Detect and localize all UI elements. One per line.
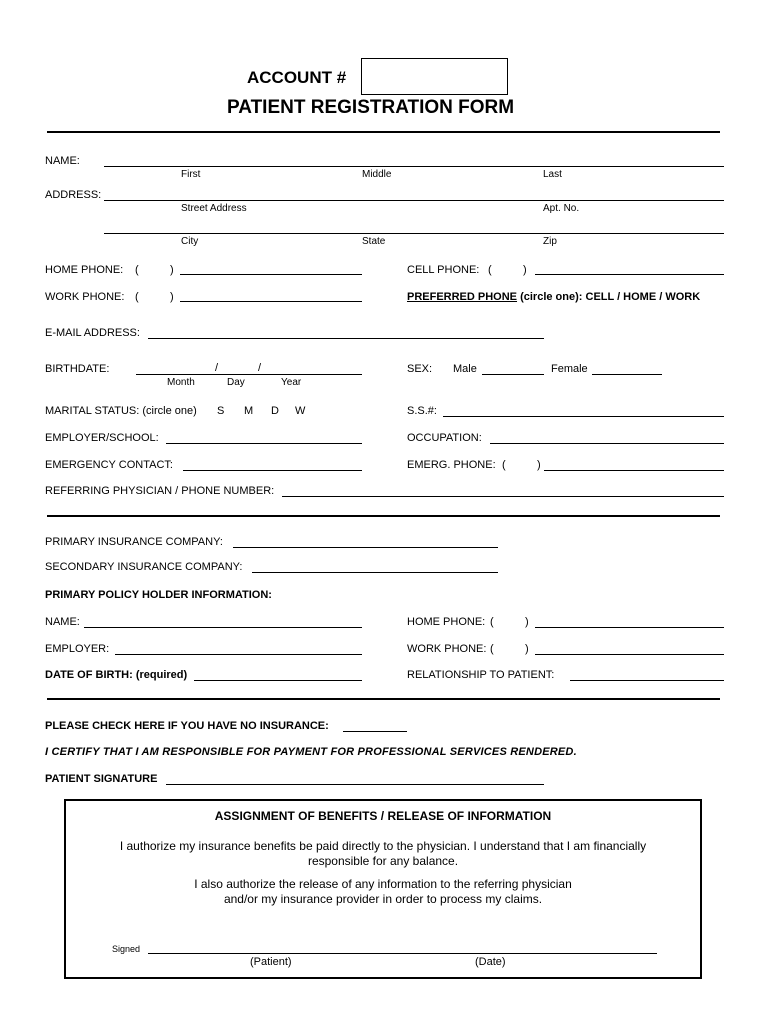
holder-home-phone-close-paren: ): [525, 616, 529, 628]
marital-option-s[interactable]: S: [217, 405, 225, 417]
no-insurance-checkbox-field[interactable]: [343, 731, 407, 732]
preferred-phone-options[interactable]: (circle one): CELL / HOME / WORK: [520, 291, 701, 303]
cell-phone-field[interactable]: [535, 274, 724, 275]
sex-label: SEX:: [407, 363, 433, 375]
emerg-phone-label: EMERG. PHONE:: [407, 459, 496, 471]
male-field[interactable]: [482, 374, 544, 375]
assignment-paragraph1-line2: responsible for any balance.: [307, 854, 459, 868]
city-caption: City: [181, 236, 199, 247]
street-address-caption: Street Address: [181, 203, 247, 214]
last-caption: Last: [543, 169, 562, 180]
holder-dob-field[interactable]: [194, 680, 362, 681]
holder-employer-label: EMPLOYER:: [45, 643, 110, 655]
assignment-paragraph1-line1: I authorize my insurance benefits be paid directly to the physician. I understand that I am financially: [119, 839, 647, 853]
divider-insurance: [47, 515, 720, 517]
name-field[interactable]: [104, 166, 724, 167]
page-title: PATIENT REGISTRATION FORM: [227, 97, 515, 118]
home-phone-open-paren: (: [135, 264, 139, 276]
cell-phone-open-paren: (: [488, 264, 492, 276]
assignment-heading: ASSIGNMENT OF BENEFITS / RELEASE OF INFORMATION: [214, 809, 552, 823]
assignment-paragraph2-line1: I also authorize the release of any information to the referring physician: [194, 877, 572, 891]
ssn-label: S.S.#:: [407, 405, 437, 417]
male-label: Male: [453, 363, 477, 375]
policy-holder-heading: PRIMARY POLICY HOLDER INFORMATION:: [45, 589, 272, 601]
account-number-box[interactable]: [361, 58, 508, 95]
email-label: E-MAIL ADDRESS:: [45, 327, 140, 339]
secondary-insurance-label: SECONDARY INSURANCE COMPANY:: [45, 561, 243, 573]
home-phone-field[interactable]: [180, 274, 362, 275]
holder-employer-field[interactable]: [115, 654, 362, 655]
cell-phone-close-paren: ): [523, 264, 527, 276]
work-phone-open-paren: (: [135, 291, 139, 303]
occupation-label: OCCUPATION:: [407, 432, 482, 444]
holder-work-phone-field[interactable]: [535, 654, 724, 655]
birthdate-label: BIRTHDATE:: [45, 363, 110, 375]
birthdate-field[interactable]: [136, 374, 362, 375]
street-address-field[interactable]: [104, 200, 724, 201]
preferred-phone-line: [407, 291, 700, 303]
date-caption: (Date): [475, 956, 506, 968]
occupation-field[interactable]: [490, 443, 724, 444]
employer-school-field[interactable]: [166, 443, 362, 444]
holder-home-phone-open-paren: (: [490, 616, 494, 628]
relationship-label: RELATIONSHIP TO PATIENT:: [407, 669, 555, 681]
marital-status-label: MARITAL STATUS: (circle one): [45, 405, 197, 417]
home-phone-close-paren: ): [170, 264, 174, 276]
certify-statement: I CERTIFY THAT I AM RESPONSIBLE FOR PAYMENT FOR PROFESSIONAL SERVICES RENDERED.: [45, 746, 577, 758]
state-caption: State: [362, 236, 386, 247]
female-field[interactable]: [592, 374, 662, 375]
first-caption: First: [181, 169, 201, 180]
name-label: NAME:: [45, 155, 80, 167]
city-state-zip-field[interactable]: [104, 233, 724, 234]
holder-home-phone-field[interactable]: [535, 627, 724, 628]
patient-signature-label: PATIENT SIGNATURE: [45, 773, 158, 785]
signed-label: Signed: [112, 944, 141, 954]
address-label: ADDRESS:: [45, 189, 102, 201]
primary-insurance-field[interactable]: [233, 547, 498, 548]
holder-name-label: NAME:: [45, 616, 80, 628]
marital-option-m[interactable]: M: [244, 405, 254, 417]
account-label: ACCOUNT #: [247, 68, 347, 87]
cell-phone-label: CELL PHONE:: [407, 264, 480, 276]
date-separator-2: /: [258, 362, 262, 374]
middle-caption: Middle: [362, 169, 392, 180]
divider-certification: [47, 698, 720, 700]
home-phone-label: HOME PHONE:: [45, 264, 124, 276]
marital-option-d[interactable]: D: [271, 405, 279, 417]
employer-school-label: EMPLOYER/SCHOOL:: [45, 432, 159, 444]
preferred-phone-label: PREFERRED PHONE: [407, 291, 518, 303]
work-phone-close-paren: ): [170, 291, 174, 303]
holder-work-phone-label: WORK PHONE:: [407, 643, 487, 655]
emergency-contact-field[interactable]: [183, 470, 362, 471]
holder-work-phone-close-paren: ): [525, 643, 529, 655]
emerg-phone-field[interactable]: [544, 470, 724, 471]
work-phone-label: WORK PHONE:: [45, 291, 125, 303]
female-label: Female: [551, 363, 588, 375]
holder-name-field[interactable]: [84, 627, 362, 628]
date-separator-1: /: [215, 362, 219, 374]
work-phone-field[interactable]: [180, 301, 362, 302]
emerg-phone-close-paren: ): [537, 459, 541, 471]
no-insurance-label: PLEASE CHECK HERE IF YOU HAVE NO INSURANCE:: [45, 720, 329, 732]
divider-top: [47, 131, 720, 133]
email-field[interactable]: [148, 338, 544, 339]
primary-insurance-label: PRIMARY INSURANCE COMPANY:: [45, 536, 223, 548]
holder-home-phone-label: HOME PHONE:: [407, 616, 486, 628]
relationship-field[interactable]: [570, 680, 724, 681]
emergency-contact-label: EMERGENCY CONTACT:: [45, 459, 173, 471]
patient-caption: (Patient): [250, 956, 292, 968]
assignment-signature-field[interactable]: [148, 953, 657, 954]
referring-physician-field[interactable]: [282, 496, 724, 497]
secondary-insurance-field[interactable]: [252, 572, 498, 573]
day-caption: Day: [227, 377, 245, 388]
year-caption: Year: [281, 377, 302, 388]
referring-physician-label: REFERRING PHYSICIAN / PHONE NUMBER:: [45, 485, 275, 497]
ssn-field[interactable]: [443, 416, 724, 417]
holder-work-phone-open-paren: (: [490, 643, 494, 655]
patient-signature-field[interactable]: [166, 784, 544, 785]
holder-dob-label: DATE OF BIRTH: (required): [45, 669, 188, 681]
assignment-paragraph2-line2: and/or my insurance provider in order to process my claims.: [223, 892, 543, 906]
assignment-box: [64, 799, 702, 979]
month-caption: Month: [167, 377, 195, 388]
apt-no-caption: Apt. No.: [543, 203, 580, 214]
marital-option-w[interactable]: W: [295, 405, 306, 417]
emerg-phone-open-paren: (: [502, 459, 506, 471]
zip-caption: Zip: [543, 236, 557, 247]
